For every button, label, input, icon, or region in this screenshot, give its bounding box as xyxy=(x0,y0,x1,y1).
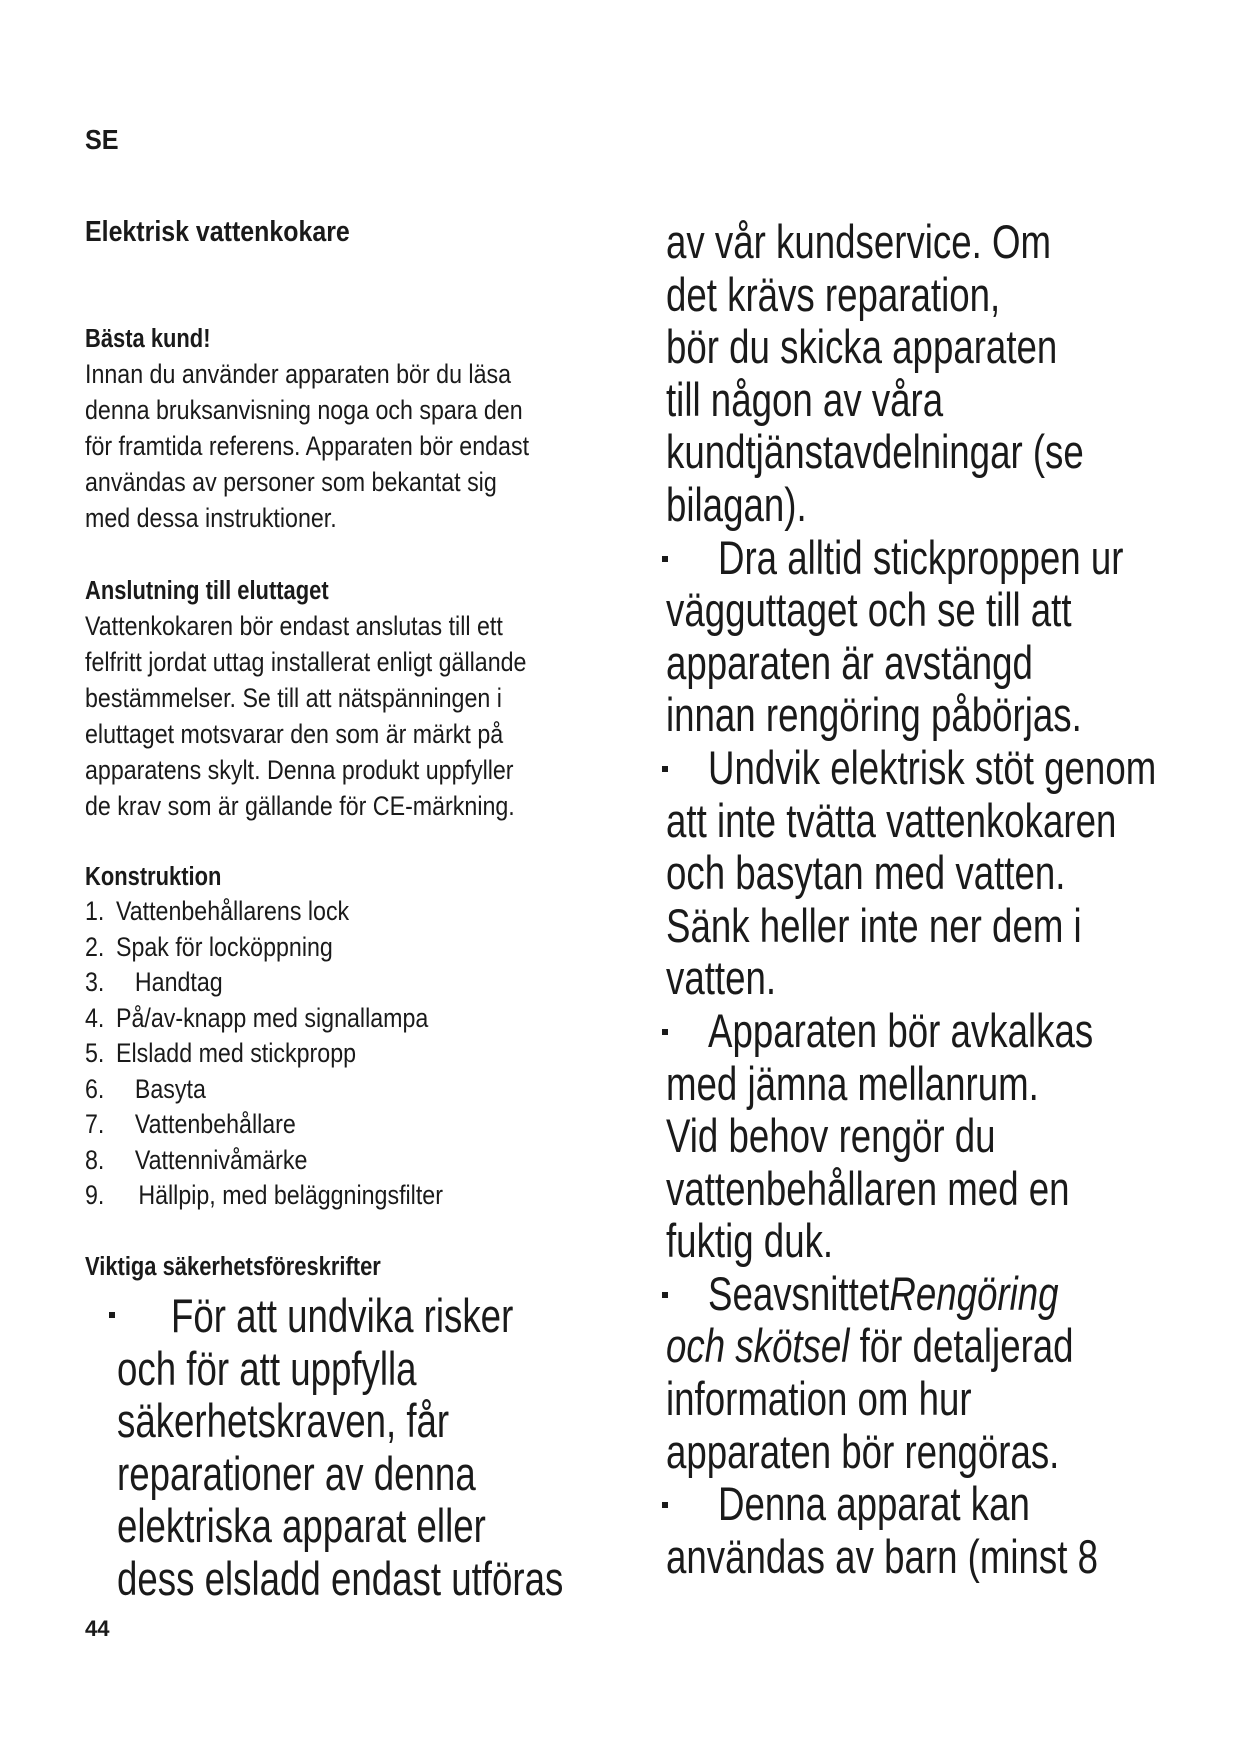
safety-line: innan rengöring påbörjas. xyxy=(666,688,1082,742)
safety-line: apparaten bör rengöras. xyxy=(666,1424,1060,1478)
connection-line: Vattenkokaren bör endast anslutas till ett xyxy=(85,611,503,641)
safety-line: det krävs reparation, xyxy=(666,267,1001,321)
intro-section xyxy=(85,322,601,536)
list-item: 4. På/av-knapp med signallampa xyxy=(85,1002,429,1033)
list-item: 2. Spak för locköppning xyxy=(85,931,333,962)
safety-line: av vår kundservice. Om xyxy=(666,215,1052,268)
intro-line: med dessa instruktioner. xyxy=(85,503,337,533)
intro-line: för framtida referens. Apparaten bör endast xyxy=(85,431,530,461)
page-number: 44 xyxy=(85,1616,110,1641)
safety-line: kundtjänstavdelningar (se xyxy=(666,425,1084,479)
intro-heading: Bästa kund! xyxy=(85,325,211,353)
safety-line: vattenbehållaren med en xyxy=(666,1161,1070,1215)
page-title: Elektrisk vattenkokare xyxy=(85,216,350,248)
safety-line: För att undvika risker xyxy=(171,1289,514,1342)
safety-line: Undvik elektrisk stöt genom xyxy=(708,740,1157,794)
connection-line: apparatens skylt. Denna produkt uppfyller xyxy=(85,755,514,785)
safety-heading xyxy=(85,1250,429,1284)
safety-line: bilagan). xyxy=(666,477,807,531)
list-item: 8. Vattennivåmärke xyxy=(85,1144,308,1175)
safety-line: fuktig duk. xyxy=(666,1214,834,1268)
safety-line: bör du skicka apparaten xyxy=(666,320,1058,374)
safety-line: reparationer av denna xyxy=(117,1446,476,1500)
safety-line: Apparaten bör avkalkas xyxy=(708,1003,1094,1057)
safety-line: apparaten är avstängd xyxy=(666,635,1033,689)
safety-line: att inte tvätta vattenkokaren xyxy=(666,793,1117,847)
bullet-icon xyxy=(662,556,668,562)
intro-line: denna bruksanvisning noga och spara den xyxy=(85,395,523,425)
list-item: 1. Vattenbehållarens lock xyxy=(85,896,350,926)
bullet-icon xyxy=(662,1502,668,1508)
safety-line: vatten. xyxy=(666,951,777,1005)
safety-line: Sänk heller inte ner dem i xyxy=(666,898,1082,952)
safety-heading-text: Viktiga säkerhetsföreskrifter xyxy=(85,1253,381,1281)
safety-line: information om hur xyxy=(666,1372,972,1426)
list-item: 6. Basyta xyxy=(85,1073,206,1104)
bullet-icon xyxy=(662,766,668,772)
connection-section xyxy=(85,574,598,824)
safety-line: SeavsnittetRengöring xyxy=(708,1266,1059,1320)
list-item: 9. Hällpip, med beläggningsfilter xyxy=(85,1180,443,1210)
construction-section xyxy=(85,860,605,1214)
list-item: 3. Handtag xyxy=(85,967,223,997)
right-column xyxy=(666,216,1226,1583)
connection-line: bestämmelser. Se till att nätspänningen i xyxy=(85,683,502,713)
construction-heading: Konstruktion xyxy=(85,863,222,891)
safety-line: och basytan med vatten. xyxy=(666,846,1066,900)
safety-line: Dra alltid stickproppen ur xyxy=(718,530,1124,584)
safety-line: säkerhetskraven, får xyxy=(117,1394,450,1447)
intro-line: användas av personer som bekantat sig xyxy=(85,467,497,497)
safety-line: användas av barn (minst 8 xyxy=(666,1529,1099,1583)
safety-line: Vid behov rengör du xyxy=(666,1109,996,1163)
construction-list xyxy=(85,894,532,1214)
connection-line: eluttaget motsvarar den som är märkt på xyxy=(85,719,504,749)
bullet-icon xyxy=(109,1312,115,1318)
list-item: 7. Vattenbehållare xyxy=(85,1109,296,1139)
safety-line: till någon av våra xyxy=(666,372,944,426)
bullet-icon xyxy=(662,1292,668,1298)
safety-line: dess elsladd endast utföras xyxy=(117,1551,564,1605)
safety-line: Denna apparat kan xyxy=(718,1477,1030,1531)
connection-line: felfritt jordat uttag installerat enligt gällande xyxy=(85,647,527,677)
list-item: 5. Elsladd med stickpropp xyxy=(85,1038,357,1068)
connection-heading: Anslutning till eluttaget xyxy=(85,577,329,605)
safety-line: och skötsel för detaljerad xyxy=(666,1319,1074,1373)
bullet-icon xyxy=(662,1029,668,1035)
safety-line: vägguttaget och se till att xyxy=(666,583,1072,637)
safety-line: elektriska apparat eller xyxy=(117,1499,486,1552)
safety-line: med jämna mellanrum. xyxy=(666,1056,1039,1110)
language-code: SE xyxy=(85,124,119,155)
safety-line: och för att uppfylla xyxy=(117,1341,417,1395)
connection-line: de krav som är gällande för CE-märkning. xyxy=(85,791,515,821)
intro-line: Innan du använder apparaten bör du läsa xyxy=(85,359,512,389)
